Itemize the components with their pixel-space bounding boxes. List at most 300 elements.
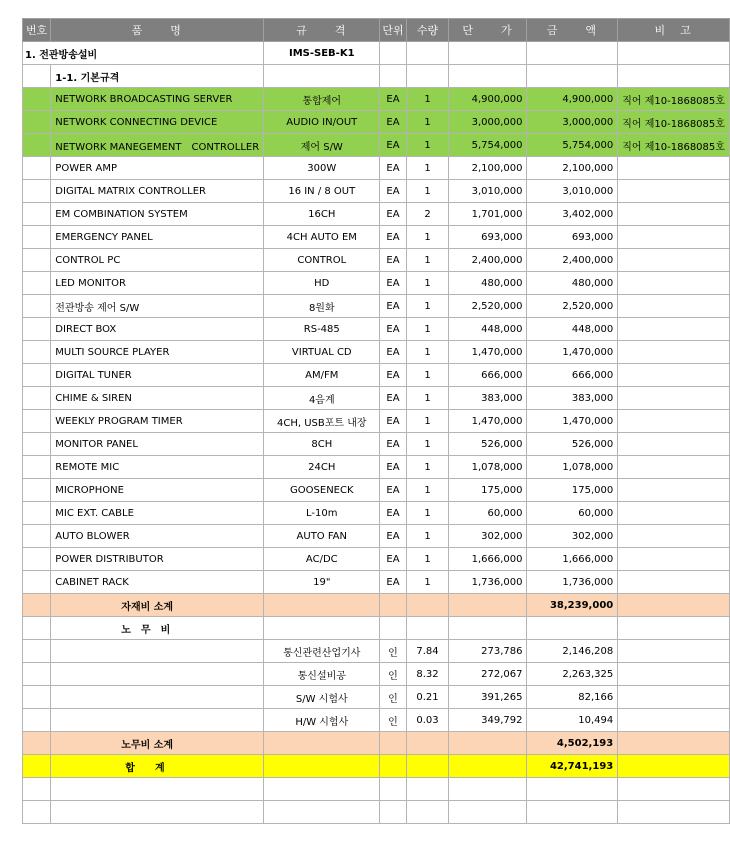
item-unit[interactable]: EA	[380, 226, 406, 249]
cell[interactable]	[380, 594, 406, 617]
item-amount[interactable]: 2,100,000	[527, 157, 618, 180]
empty-row	[23, 801, 730, 824]
item-spec[interactable]: AM/FM	[264, 364, 380, 387]
cell[interactable]	[406, 732, 449, 755]
item-amount[interactable]: 4,900,000	[527, 88, 618, 111]
grand-total-amount[interactable]: 42,741,193	[527, 755, 618, 778]
item-price[interactable]: 526,000	[449, 433, 527, 456]
item-unit[interactable]: EA	[380, 203, 406, 226]
item-unit[interactable]: EA	[380, 548, 406, 571]
item-amount[interactable]: 1,470,000	[527, 410, 618, 433]
cell-no[interactable]	[23, 548, 51, 571]
cell[interactable]	[264, 617, 380, 640]
item-amount[interactable]: 693,000	[527, 226, 618, 249]
cell[interactable]	[264, 594, 380, 617]
header-name[interactable]: 품 명	[51, 19, 264, 42]
cell-no[interactable]	[23, 249, 51, 272]
labor-name[interactable]	[51, 686, 264, 709]
item-spec[interactable]: 4음계	[264, 387, 380, 410]
cell[interactable]	[406, 594, 449, 617]
cell[interactable]	[449, 65, 527, 88]
labor-amount[interactable]: 10,494	[527, 709, 618, 732]
item-spec[interactable]: GOOSENECK	[264, 479, 380, 502]
cell[interactable]	[618, 65, 730, 88]
item-note[interactable]	[618, 157, 730, 180]
labor-subtotal-row	[23, 732, 730, 755]
subsection-title[interactable]: 1-1. 기본규격	[51, 65, 264, 88]
labor-qty[interactable]: 7.84	[406, 640, 449, 663]
section-row	[23, 42, 730, 65]
item-amount[interactable]: 175,000	[527, 479, 618, 502]
item-unit[interactable]: EA	[380, 433, 406, 456]
item-spec[interactable]: 통합제어	[264, 88, 380, 111]
item-unit[interactable]: EA	[380, 502, 406, 525]
labor-header-label[interactable]: 노 무 비	[51, 617, 264, 640]
item-name[interactable]: CHIME & SIREN	[51, 387, 264, 410]
item-row	[23, 180, 730, 203]
labor-item-row	[23, 686, 730, 709]
labor-note[interactable]	[618, 709, 730, 732]
item-name[interactable]: MICROPHONE	[51, 479, 264, 502]
item-qty[interactable]: 1	[406, 525, 449, 548]
item-unit[interactable]: EA	[380, 180, 406, 203]
item-spec[interactable]: 8원화	[264, 295, 380, 318]
item-name[interactable]: EMERGENCY PANEL	[51, 226, 264, 249]
item-spec[interactable]: VIRTUAL CD	[264, 341, 380, 364]
item-note[interactable]	[618, 548, 730, 571]
item-amount[interactable]: 3,402,000	[527, 203, 618, 226]
header-note[interactable]: 비 고	[618, 19, 730, 42]
cell[interactable]	[51, 778, 264, 801]
cell-no[interactable]	[23, 456, 51, 479]
labor-subtotal-amount[interactable]: 4,502,193	[527, 732, 618, 755]
header-qty[interactable]: 수량	[406, 19, 449, 42]
cell[interactable]	[406, 755, 449, 778]
cell[interactable]	[264, 732, 380, 755]
item-spec[interactable]: 300W	[264, 157, 380, 180]
item-spec[interactable]: 16 IN / 8 OUT	[264, 180, 380, 203]
item-qty[interactable]: 1	[406, 479, 449, 502]
cell[interactable]	[449, 594, 527, 617]
item-unit[interactable]: EA	[380, 134, 406, 157]
item-amount[interactable]: 302,000	[527, 525, 618, 548]
item-price[interactable]: 302,000	[449, 525, 527, 548]
item-amount[interactable]: 1,470,000	[527, 341, 618, 364]
cell[interactable]	[380, 617, 406, 640]
cell[interactable]	[449, 617, 527, 640]
item-spec[interactable]: 19"	[264, 571, 380, 594]
labor-spec[interactable]: 통신관련산업기사	[264, 640, 380, 663]
item-note[interactable]	[618, 456, 730, 479]
item-row	[23, 548, 730, 571]
cell[interactable]	[51, 801, 264, 824]
item-unit[interactable]: EA	[380, 88, 406, 111]
item-qty[interactable]: 1	[406, 502, 449, 525]
item-amount[interactable]: 526,000	[527, 433, 618, 456]
item-name[interactable]: CABINET RACK	[51, 571, 264, 594]
labor-spec[interactable]: H/W 시험사	[264, 709, 380, 732]
item-spec[interactable]: 16CH	[264, 203, 380, 226]
cell[interactable]	[449, 801, 527, 824]
header-no[interactable]: 번호	[23, 19, 51, 42]
item-amount[interactable]: 480,000	[527, 272, 618, 295]
item-name[interactable]: NETWORK CONNECTING DEVICE	[51, 111, 264, 134]
item-row	[23, 272, 730, 295]
labor-unit[interactable]: 인	[380, 663, 406, 686]
item-note[interactable]	[618, 410, 730, 433]
labor-name[interactable]	[51, 663, 264, 686]
item-name[interactable]: MULTI SOURCE PLAYER	[51, 341, 264, 364]
cell-no[interactable]	[23, 479, 51, 502]
item-name[interactable]: LED MONITOR	[51, 272, 264, 295]
item-spec[interactable]: HD	[264, 272, 380, 295]
cell[interactable]	[527, 778, 618, 801]
cell-no[interactable]	[23, 226, 51, 249]
cell-no[interactable]	[23, 387, 51, 410]
cell-no[interactable]	[23, 686, 51, 709]
cell-no[interactable]	[23, 571, 51, 594]
item-unit[interactable]: EA	[380, 479, 406, 502]
labor-subtotal-label[interactable]: 노무비 소계	[51, 732, 264, 755]
section-title[interactable]: 1. 전관방송설비	[23, 42, 264, 65]
labor-note[interactable]	[618, 686, 730, 709]
cell[interactable]	[380, 732, 406, 755]
item-qty[interactable]: 1	[406, 318, 449, 341]
cell[interactable]	[618, 42, 730, 65]
labor-amount[interactable]: 2,146,208	[527, 640, 618, 663]
item-note[interactable]: 직어 제10-1868085호	[618, 111, 730, 134]
item-amount[interactable]: 3,000,000	[527, 111, 618, 134]
labor-price[interactable]: 391,265	[449, 686, 527, 709]
estimate-sheet	[22, 18, 730, 824]
header-unit[interactable]: 단위	[380, 19, 406, 42]
header-price[interactable]: 단 가	[449, 19, 527, 42]
cell-no[interactable]	[23, 111, 51, 134]
cell[interactable]	[618, 778, 730, 801]
cell[interactable]	[449, 755, 527, 778]
cell[interactable]	[527, 65, 618, 88]
cell-no[interactable]	[23, 502, 51, 525]
labor-note[interactable]	[618, 640, 730, 663]
item-unit[interactable]: EA	[380, 456, 406, 479]
item-qty[interactable]: 1	[406, 364, 449, 387]
item-amount[interactable]: 1,736,000	[527, 571, 618, 594]
cell[interactable]	[406, 778, 449, 801]
item-unit[interactable]: EA	[380, 249, 406, 272]
material-subtotal-amount[interactable]: 38,239,000	[527, 594, 618, 617]
item-row	[23, 364, 730, 387]
cell-no[interactable]	[23, 157, 51, 180]
cell-no[interactable]	[23, 755, 51, 778]
item-qty[interactable]: 1	[406, 180, 449, 203]
item-name[interactable]: 전관방송 제어 S/W	[51, 295, 264, 318]
item-spec[interactable]: AC/DC	[264, 548, 380, 571]
labor-qty[interactable]: 8.32	[406, 663, 449, 686]
item-note[interactable]	[618, 341, 730, 364]
item-price[interactable]: 666,000	[449, 364, 527, 387]
item-spec[interactable]: AUDIO IN/OUT	[264, 111, 380, 134]
item-name[interactable]: MONITOR PANEL	[51, 433, 264, 456]
labor-price[interactable]: 349,792	[449, 709, 527, 732]
item-qty[interactable]: 1	[406, 456, 449, 479]
cell-no[interactable]	[23, 134, 51, 157]
item-unit[interactable]: EA	[380, 525, 406, 548]
cell[interactable]	[527, 42, 618, 65]
item-price[interactable]: 1,078,000	[449, 456, 527, 479]
item-spec[interactable]: AUTO FAN	[264, 525, 380, 548]
item-qty[interactable]: 1	[406, 157, 449, 180]
item-name[interactable]: REMOTE MIC	[51, 456, 264, 479]
item-amount[interactable]: 383,000	[527, 387, 618, 410]
item-spec[interactable]: 4CH AUTO EM	[264, 226, 380, 249]
item-spec[interactable]: 8CH	[264, 433, 380, 456]
item-price[interactable]: 5,754,000	[449, 134, 527, 157]
item-spec[interactable]: 제어 S/W	[264, 134, 380, 157]
cell[interactable]	[527, 801, 618, 824]
item-qty[interactable]: 1	[406, 134, 449, 157]
labor-amount[interactable]: 2,263,325	[527, 663, 618, 686]
labor-unit[interactable]: 인	[380, 640, 406, 663]
cell[interactable]	[264, 65, 380, 88]
item-note[interactable]	[618, 479, 730, 502]
cell[interactable]	[264, 755, 380, 778]
item-price[interactable]: 1,470,000	[449, 341, 527, 364]
empty-row	[23, 778, 730, 801]
item-spec[interactable]: CONTROL	[264, 249, 380, 272]
cell[interactable]	[380, 42, 406, 65]
item-name[interactable]: DIGITAL TUNER	[51, 364, 264, 387]
item-qty[interactable]: 1	[406, 88, 449, 111]
item-price[interactable]: 1,736,000	[449, 571, 527, 594]
cell[interactable]	[449, 42, 527, 65]
labor-amount[interactable]: 82,166	[527, 686, 618, 709]
labor-unit[interactable]: 인	[380, 709, 406, 732]
item-note[interactable]	[618, 433, 730, 456]
item-row	[23, 318, 730, 341]
cell[interactable]	[449, 778, 527, 801]
labor-qty[interactable]: 0.03	[406, 709, 449, 732]
cell[interactable]	[406, 42, 449, 65]
item-name[interactable]: NETWORK BROADCASTING SERVER	[51, 88, 264, 111]
item-unit[interactable]: EA	[380, 272, 406, 295]
item-note[interactable]	[618, 180, 730, 203]
cell[interactable]	[618, 732, 730, 755]
item-name[interactable]: CONTROL PC	[51, 249, 264, 272]
cell[interactable]	[618, 594, 730, 617]
item-amount[interactable]: 5,754,000	[527, 134, 618, 157]
item-note[interactable]	[618, 226, 730, 249]
item-note[interactable]	[618, 364, 730, 387]
cell-no[interactable]	[23, 88, 51, 111]
item-note[interactable]	[618, 318, 730, 341]
header-amount[interactable]: 금 액	[527, 19, 618, 42]
item-amount[interactable]: 2,520,000	[527, 295, 618, 318]
cell-no[interactable]	[23, 341, 51, 364]
cell-no[interactable]	[23, 617, 51, 640]
item-unit[interactable]: EA	[380, 364, 406, 387]
grand-total-row	[23, 755, 730, 778]
item-price[interactable]: 448,000	[449, 318, 527, 341]
item-unit[interactable]: EA	[380, 295, 406, 318]
item-price[interactable]: 383,000	[449, 387, 527, 410]
item-price[interactable]: 480,000	[449, 272, 527, 295]
item-note[interactable]	[618, 249, 730, 272]
cell[interactable]	[380, 801, 406, 824]
labor-note[interactable]	[618, 663, 730, 686]
item-price[interactable]: 1,701,000	[449, 203, 527, 226]
cell[interactable]	[406, 65, 449, 88]
item-qty[interactable]: 1	[406, 410, 449, 433]
item-row	[23, 410, 730, 433]
labor-qty[interactable]: 0.21	[406, 686, 449, 709]
item-qty[interactable]: 1	[406, 341, 449, 364]
labor-header-row	[23, 617, 730, 640]
item-amount[interactable]: 1,666,000	[527, 548, 618, 571]
item-amount[interactable]: 448,000	[527, 318, 618, 341]
labor-unit[interactable]: 인	[380, 686, 406, 709]
cell-no[interactable]	[23, 525, 51, 548]
item-price[interactable]: 3,000,000	[449, 111, 527, 134]
highlighted-item-row	[23, 88, 730, 111]
item-note[interactable]	[618, 295, 730, 318]
cell-no[interactable]	[23, 640, 51, 663]
grand-total-label[interactable]: 합 계	[51, 755, 264, 778]
item-unit[interactable]: EA	[380, 387, 406, 410]
item-qty[interactable]: 1	[406, 249, 449, 272]
item-price[interactable]: 1,666,000	[449, 548, 527, 571]
labor-price[interactable]: 272,067	[449, 663, 527, 686]
labor-spec[interactable]: S/W 시험사	[264, 686, 380, 709]
cell[interactable]	[527, 617, 618, 640]
cell-no[interactable]	[23, 295, 51, 318]
item-row	[23, 525, 730, 548]
item-note[interactable]: 직어 제10-1868085호	[618, 88, 730, 111]
item-name[interactable]: POWER AMP	[51, 157, 264, 180]
labor-price[interactable]: 273,786	[449, 640, 527, 663]
header-spec[interactable]: 규 격	[264, 19, 380, 42]
item-qty[interactable]: 2	[406, 203, 449, 226]
cell[interactable]	[23, 778, 51, 801]
cell[interactable]	[23, 801, 51, 824]
item-qty[interactable]: 1	[406, 272, 449, 295]
cell[interactable]	[264, 778, 380, 801]
item-row	[23, 502, 730, 525]
cell[interactable]	[618, 801, 730, 824]
item-name[interactable]: DIGITAL MATRIX CONTROLLER	[51, 180, 264, 203]
item-unit[interactable]: EA	[380, 341, 406, 364]
item-name[interactable]: EM COMBINATION SYSTEM	[51, 203, 264, 226]
item-spec[interactable]: L-10m	[264, 502, 380, 525]
cell-no[interactable]	[23, 732, 51, 755]
item-name[interactable]: AUTO BLOWER	[51, 525, 264, 548]
item-amount[interactable]: 666,000	[527, 364, 618, 387]
labor-item-row	[23, 640, 730, 663]
item-note[interactable]	[618, 203, 730, 226]
cell[interactable]	[618, 617, 730, 640]
item-unit[interactable]: EA	[380, 111, 406, 134]
item-name[interactable]: POWER DISTRIBUTOR	[51, 548, 264, 571]
item-price[interactable]: 3,010,000	[449, 180, 527, 203]
cell-no[interactable]	[23, 318, 51, 341]
item-note[interactable]	[618, 525, 730, 548]
item-price[interactable]: 60,000	[449, 502, 527, 525]
cell[interactable]	[23, 65, 51, 88]
item-note[interactable]: 직어 제10-1868085호	[618, 134, 730, 157]
cell-no[interactable]	[23, 364, 51, 387]
item-row	[23, 295, 730, 318]
item-qty[interactable]: 1	[406, 433, 449, 456]
item-amount[interactable]: 3,010,000	[527, 180, 618, 203]
item-note[interactable]	[618, 502, 730, 525]
item-name[interactable]: WEEKLY PROGRAM TIMER	[51, 410, 264, 433]
item-amount[interactable]: 1,078,000	[527, 456, 618, 479]
section-code[interactable]: IMS-SEB-K1	[264, 42, 380, 65]
item-price[interactable]: 2,400,000	[449, 249, 527, 272]
item-price[interactable]: 175,000	[449, 479, 527, 502]
cell[interactable]	[380, 65, 406, 88]
item-name[interactable]: DIRECT BOX	[51, 318, 264, 341]
item-price[interactable]: 4,900,000	[449, 88, 527, 111]
item-row	[23, 433, 730, 456]
item-amount[interactable]: 60,000	[527, 502, 618, 525]
cell-no[interactable]	[23, 203, 51, 226]
item-qty[interactable]: 1	[406, 295, 449, 318]
cell[interactable]	[380, 755, 406, 778]
item-price[interactable]: 1,470,000	[449, 410, 527, 433]
item-spec[interactable]: 24CH	[264, 456, 380, 479]
item-note[interactable]	[618, 571, 730, 594]
item-price[interactable]: 2,520,000	[449, 295, 527, 318]
item-price[interactable]: 2,100,000	[449, 157, 527, 180]
item-qty[interactable]: 1	[406, 571, 449, 594]
item-unit[interactable]: EA	[380, 410, 406, 433]
cell[interactable]	[406, 801, 449, 824]
item-spec[interactable]: RS-485	[264, 318, 380, 341]
cell-no[interactable]	[23, 709, 51, 732]
cell-no[interactable]	[23, 410, 51, 433]
item-note[interactable]	[618, 387, 730, 410]
cell[interactable]	[380, 778, 406, 801]
item-amount[interactable]: 2,400,000	[527, 249, 618, 272]
cell[interactable]	[264, 801, 380, 824]
cell[interactable]	[449, 732, 527, 755]
item-price[interactable]: 693,000	[449, 226, 527, 249]
item-name[interactable]: NETWORK MANEGEMENT CONTROLLER	[51, 134, 264, 157]
item-name[interactable]: MIC EXT. CABLE	[51, 502, 264, 525]
item-qty[interactable]: 1	[406, 226, 449, 249]
material-subtotal-label[interactable]: 자재비 소계	[51, 594, 264, 617]
cell-no[interactable]	[23, 272, 51, 295]
labor-name[interactable]	[51, 709, 264, 732]
cell-no[interactable]	[23, 663, 51, 686]
cell-no[interactable]	[23, 180, 51, 203]
item-qty[interactable]: 1	[406, 111, 449, 134]
cell[interactable]	[406, 617, 449, 640]
item-unit[interactable]: EA	[380, 157, 406, 180]
labor-name[interactable]	[51, 640, 264, 663]
item-unit[interactable]: EA	[380, 571, 406, 594]
item-qty[interactable]: 1	[406, 548, 449, 571]
labor-spec[interactable]: 통신설비공	[264, 663, 380, 686]
cell-no[interactable]	[23, 433, 51, 456]
cell[interactable]	[618, 755, 730, 778]
highlighted-item-row	[23, 111, 730, 134]
item-qty[interactable]: 1	[406, 387, 449, 410]
item-note[interactable]	[618, 272, 730, 295]
item-unit[interactable]: EA	[380, 318, 406, 341]
cell-no[interactable]	[23, 594, 51, 617]
item-spec[interactable]: 4CH, USB포트 내장	[264, 410, 380, 433]
